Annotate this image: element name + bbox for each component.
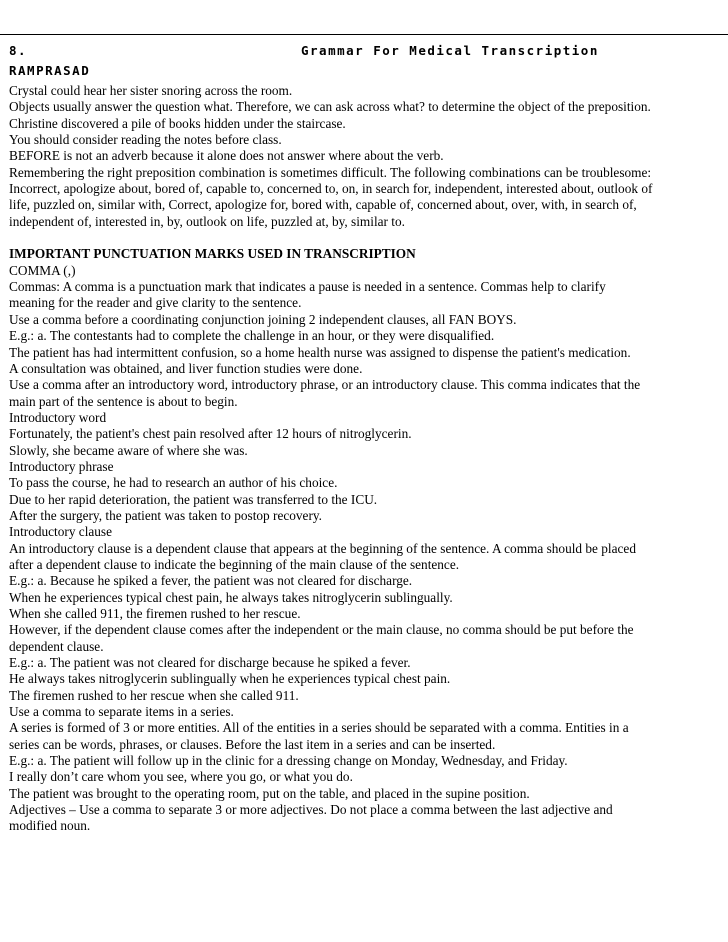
text-line: E.g.: a. Because he spiked a fever, the patient was not cleared for discharge.	[9, 573, 413, 589]
text-line: BEFORE is not an adverb because it alone does not answer where about the verb.	[9, 148, 444, 164]
text-line: modified noun.	[9, 818, 91, 834]
text-line: The patient has had intermittent confusion, so a home health nurse was assigned to dispense the patient's medication.	[9, 344, 631, 360]
text-line: main part of the sentence is about to begin.	[9, 393, 238, 409]
text-line: When he experiences typical chest pain, he always takes nitroglycerin sublingually.	[9, 589, 453, 605]
text-line: An introductory clause is a dependent clause that appears at the beginning of the sentence. A comma should be placed	[9, 540, 636, 556]
text-line: Adjectives – Use a comma to separate 3 or more adjectives. Do not place a comma between the last adjective and	[9, 802, 613, 818]
text-line: Commas: A comma is a punctuation mark that indicates a pause is needed in a sentence. Commas help to clarify	[9, 279, 606, 295]
text-line: Use a comma to separate items in a series.	[9, 704, 234, 720]
text-line: Introductory phrase	[9, 458, 114, 474]
text-line: I really don’t care whom you see, where you go, or what you do.	[9, 769, 353, 785]
text-line: A consultation was obtained, and liver function studies were done.	[9, 360, 363, 376]
author-name: RAMPRASAD	[9, 63, 91, 78]
text-line: life, puzzled on, similar with, Correct, apologize for, bored with, capable of, concerned about, over, with, in search of,	[9, 197, 637, 213]
text-line: Slowly, she became aware of where she was.	[9, 442, 248, 458]
text-line: He always takes nitroglycerin sublingually when he experiences typical chest pain.	[9, 671, 451, 687]
text-line: dependent clause.	[9, 638, 104, 654]
page-header	[9, 43, 719, 61]
text-line: Objects usually answer the question what. Therefore, we can ask across what? to determine the object of the preposition.	[9, 99, 651, 115]
text-line: Fortunately, the patient's chest pain resolved after 12 hours of nitroglycerin.	[9, 426, 412, 442]
text-line: Use a comma after an introductory word, introductory phrase, or an introductory clause. This comma indicates that the	[9, 377, 641, 393]
text-line: Remembering the right preposition combination is sometimes difficult. The following combinations can be troublesome:	[9, 164, 652, 180]
header-rule	[0, 34, 728, 35]
section-heading: IMPORTANT PUNCTUATION MARKS USED IN TRANSCRIPTION	[9, 246, 416, 262]
body-text	[9, 83, 721, 835]
text-line: When she called 911, the firemen rushed to her rescue.	[9, 606, 301, 621]
text-line: Incorrect, apologize about, bored of, capable to, concerned to, on, in search for, independent, interested about, outlook of	[9, 181, 653, 197]
text-line: Use a comma before a coordinating conjunction joining 2 independent clauses, all FAN BOYS.	[9, 311, 517, 327]
text-line: E.g.: a. The patient will follow up in the clinic for a dressing change on Monday, Wednesday, and Friday.	[9, 753, 568, 769]
text-line: Introductory clause	[9, 524, 113, 540]
text-line: Christine discovered a pile of books hidden under the staircase.	[9, 115, 346, 131]
text-line: Introductory word	[9, 409, 107, 425]
text-line: COMMA (,)	[9, 262, 76, 278]
document-title: Grammar For Medical Transcription	[301, 43, 599, 58]
text-line: E.g.: a. The patient was not cleared for discharge because he spiked a fever.	[9, 655, 411, 671]
text-line: However, if the dependent clause comes after the independent or the main clause, no comma should be put before the	[9, 622, 634, 638]
text-line: Crystal could hear her sister snoring across the room.	[9, 83, 293, 98]
text-line: E.g.: a. The contestants had to complete the challenge in an hour, or they were disqualified.	[9, 328, 495, 344]
text-line: You should consider reading the notes before class.	[9, 132, 282, 148]
text-line: To pass the course, he had to research an author of his choice.	[9, 475, 338, 491]
text-line: independent of, interested in, by, outlook on life, puzzled at, by, similar to.	[9, 213, 405, 229]
text-line: Due to her rapid deterioration, the patient was transferred to the ICU.	[9, 491, 378, 507]
text-line: series can be words, phrases, or clauses. Before the last item in a series and can be inserted.	[9, 736, 496, 752]
blank-line	[9, 230, 721, 246]
text-line: meaning for the reader and give clarity to the sentence.	[9, 295, 302, 311]
text-line: After the surgery, the patient was taken to postop recovery.	[9, 507, 322, 523]
text-line: A series is formed of 3 or more entities. All of the entities in a series should be separated with a comma. Entities in a	[9, 720, 629, 736]
text-line: The patient was brought to the operating room, put on the table, and placed in the supine position.	[9, 785, 530, 801]
page-number: 8.	[9, 43, 28, 58]
text-line: after a dependent clause to indicate the beginning of the main clause of the sentence.	[9, 556, 460, 572]
text-line: The firemen rushed to her rescue when she called 911.	[9, 687, 299, 703]
